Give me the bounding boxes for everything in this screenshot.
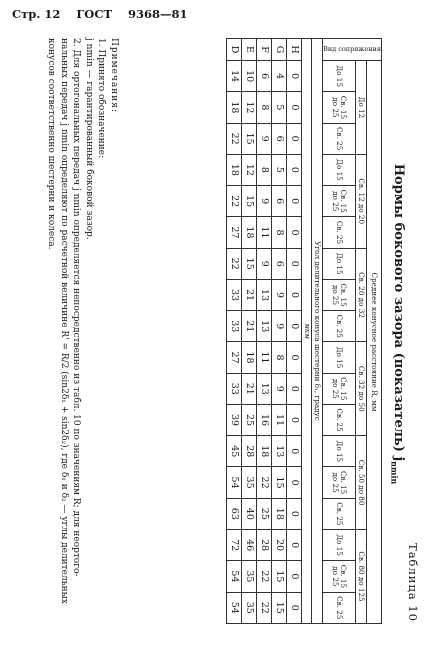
value-cell: 54	[227, 561, 242, 592]
value-cell: 20	[272, 529, 287, 560]
value-cell: 9	[257, 248, 272, 279]
value-cell: 5	[272, 92, 287, 123]
value-cell: 11	[257, 217, 272, 248]
value-cell: 0	[287, 498, 302, 529]
value-cell: 9	[272, 373, 287, 404]
angle-subheader: Св. 15 до 25	[323, 279, 356, 310]
value-cell: 45	[227, 436, 242, 467]
value-cell: 15	[242, 248, 257, 279]
value-cell: 0	[287, 311, 302, 342]
value-cell: 0	[287, 342, 302, 373]
rotated-page-body	[10, 24, 420, 624]
angle-subheader: Св. 25	[323, 498, 356, 529]
value-cell: 13	[272, 436, 287, 467]
value-cell: 6	[272, 186, 287, 217]
value-cell: 0	[287, 404, 302, 435]
angle-subheader: Св. 15 до 25	[323, 561, 356, 592]
value-cell: 0	[287, 217, 302, 248]
angle-subheader: Св. 15 до 25	[323, 186, 356, 217]
value-cell: 0	[287, 123, 302, 154]
value-cell: 8	[257, 92, 272, 123]
value-cell: 0	[287, 436, 302, 467]
value-cell: 16	[257, 404, 272, 435]
angle-subheader: Св. 15 до 25	[323, 373, 356, 404]
value-cell: 21	[242, 279, 257, 310]
value-cell: 18	[257, 436, 272, 467]
value-cell: 27	[227, 217, 242, 248]
grade-cell: G	[272, 39, 287, 61]
sub-header-row	[323, 39, 356, 624]
value-cell: 72	[227, 529, 242, 560]
value-cell: 0	[287, 529, 302, 560]
value-cell: 54	[227, 592, 242, 623]
notes-block	[44, 38, 120, 624]
value-cell: 46	[242, 529, 257, 560]
value-cell: 6	[257, 61, 272, 92]
table-title-subscript: nmin	[389, 461, 400, 485]
value-cell: 28	[257, 529, 272, 560]
angle-subheader: До 15	[323, 436, 356, 467]
range-header: Св. 80 до 125	[356, 529, 367, 623]
value-cell: 25	[242, 404, 257, 435]
value-cell: 11	[257, 342, 272, 373]
table-row	[272, 39, 287, 624]
page-number: Стр. 12	[12, 7, 61, 21]
angle-subheader: До 15	[323, 248, 356, 279]
distance-header: Среднее конусное расстояние R, мм	[367, 61, 382, 624]
range-header: Св. 50 до 80	[356, 436, 367, 530]
table-title-text: Нормы бокового зазора (показатель) j	[391, 163, 406, 462]
value-cell: 0	[287, 92, 302, 123]
value-cell: 12	[242, 154, 257, 185]
note-4: конусов соответственно шестерни и колеса.	[46, 38, 57, 250]
standard-label: ГОСТ	[76, 7, 113, 21]
value-cell: 8	[257, 154, 272, 185]
value-cell: 5	[272, 154, 287, 185]
value-cell: 33	[227, 311, 242, 342]
value-cell: 9	[272, 279, 287, 310]
note-2: 2. Для ортогональных передач j nmin определяется непосредственно из табл. 10 по значениям R; для неортого-	[71, 38, 82, 577]
value-cell: 0	[287, 561, 302, 592]
value-cell: 8	[272, 342, 287, 373]
angle-subheader: Св. 25	[323, 123, 356, 154]
value-cell: 15	[242, 186, 257, 217]
value-cell: 18	[227, 154, 242, 185]
value-cell: 15	[272, 561, 287, 592]
value-cell: 14	[227, 61, 242, 92]
value-cell: 15	[272, 467, 287, 498]
table-row	[287, 39, 302, 624]
value-cell: 9	[257, 186, 272, 217]
value-cell: 28	[242, 436, 257, 467]
angle-subheader: Св. 25	[323, 592, 356, 623]
value-cell: 13	[257, 279, 272, 310]
value-cell: 10	[242, 61, 257, 92]
value-cell: 0	[287, 248, 302, 279]
value-cell: 54	[227, 467, 242, 498]
value-cell: 0	[287, 61, 302, 92]
value-cell: 18	[242, 342, 257, 373]
backlash-table	[226, 38, 382, 624]
value-cell: 12	[242, 92, 257, 123]
value-cell: 13	[257, 311, 272, 342]
value-cell: 21	[242, 311, 257, 342]
value-cell: 40	[242, 498, 257, 529]
value-cell: 0	[287, 592, 302, 623]
value-cell: 22	[257, 561, 272, 592]
range-header: Св. 32 до 50	[356, 342, 367, 436]
value-cell: 13	[257, 373, 272, 404]
angle-subheader: До 15	[323, 529, 356, 560]
value-cell: 27	[227, 342, 242, 373]
value-cell: 33	[227, 373, 242, 404]
grade-cell: E	[242, 39, 257, 61]
value-cell: 0	[287, 186, 302, 217]
range-header: Св. 12 до 20	[356, 154, 367, 248]
range-header: Св. 20 до 32	[356, 248, 367, 342]
range-header-row	[356, 39, 367, 624]
value-cell: 22	[257, 467, 272, 498]
value-cell: 33	[227, 279, 242, 310]
value-cell: 15	[272, 592, 287, 623]
value-cell: 25	[257, 498, 272, 529]
value-cell: 18	[227, 92, 242, 123]
note-1: 1. Принято обозначение:	[96, 38, 107, 159]
value-cell: 6	[272, 248, 287, 279]
angle-subheader: Св. 25	[323, 404, 356, 435]
value-cell: 35	[242, 592, 257, 623]
note-3: нальных передач j nmin определяют по расчетной величине R' = R/2 (sin2δ₁ + sin2δ₂), где δ₁ и δ₂ — углы делительных	[58, 38, 69, 604]
angle-subheader: До 15	[323, 342, 356, 373]
grade-header: Вид сопряжения	[323, 39, 382, 61]
value-cell: 8	[272, 217, 287, 248]
table-label: Таблица 10	[406, 543, 420, 622]
table-title	[389, 24, 406, 624]
value-cell: 0	[287, 373, 302, 404]
standard-number: 9368—81	[128, 7, 188, 21]
value-cell: 35	[242, 467, 257, 498]
value-cell: 15	[242, 123, 257, 154]
value-cell: 35	[242, 561, 257, 592]
value-cell: 22	[227, 248, 242, 279]
unit-label: мкм	[302, 39, 312, 624]
angle-header: Угол делительного конуса шестерни δ₁, градус	[312, 39, 323, 624]
angle-subheader: Св. 25	[323, 217, 356, 248]
value-cell: 63	[227, 498, 242, 529]
table-row	[242, 39, 257, 624]
note-1b: j nmin — гарантированный боковой зазор.	[83, 38, 94, 240]
value-cell: 22	[227, 186, 242, 217]
angle-subheader: До 15	[323, 154, 356, 185]
value-cell: 18	[272, 498, 287, 529]
value-cell: 18	[242, 217, 257, 248]
value-cell: 0	[287, 467, 302, 498]
value-cell: 0	[287, 279, 302, 310]
table-row	[227, 39, 242, 624]
range-header: До 12	[356, 61, 367, 155]
angle-subheader: Св. 15 до 25	[323, 92, 356, 123]
value-cell: 21	[242, 373, 257, 404]
value-cell: 0	[287, 154, 302, 185]
value-cell: 39	[227, 404, 242, 435]
value-cell: 22	[257, 592, 272, 623]
angle-subheader: До 15	[323, 61, 356, 92]
page-header	[12, 7, 188, 21]
grade-cell: F	[257, 39, 272, 61]
value-cell: 4	[272, 61, 287, 92]
grade-cell: H	[287, 39, 302, 61]
value-cell: 11	[272, 404, 287, 435]
value-cell: 22	[227, 123, 242, 154]
notes-heading: Примечания:	[109, 38, 119, 113]
value-cell: 6	[272, 123, 287, 154]
angle-subheader: Св. 15 до 25	[323, 467, 356, 498]
value-cell: 9	[272, 311, 287, 342]
value-cell: 9	[257, 123, 272, 154]
table-row	[257, 39, 272, 624]
angle-subheader: Св. 25	[323, 311, 356, 342]
grade-cell: D	[227, 39, 242, 61]
